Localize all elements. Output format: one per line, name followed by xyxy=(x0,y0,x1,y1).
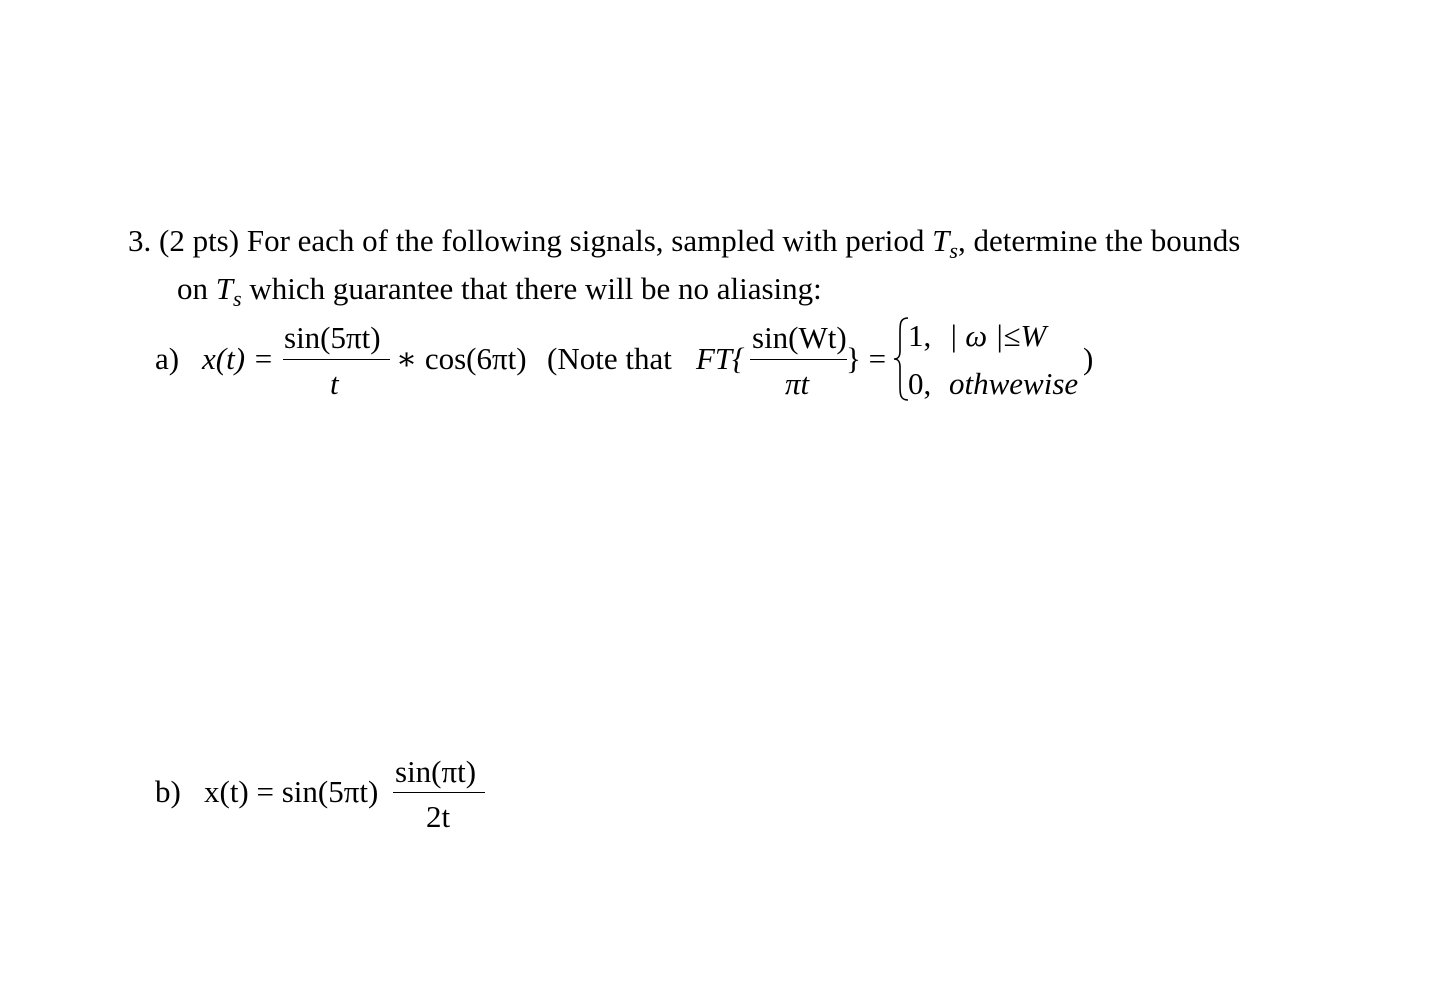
part-b-fraction-bar xyxy=(393,792,485,793)
part-a-ft-fraction-bar xyxy=(750,359,847,360)
problem-points: (2 pts) xyxy=(159,223,240,258)
part-a-frac-numerator: sin(5πt) xyxy=(284,320,381,355)
case-1-condition: | ω |≤W xyxy=(949,318,1047,353)
problem-number: 3. xyxy=(128,223,152,258)
problem-text-2: , determine the bounds xyxy=(957,223,1241,258)
part-b-frac-numerator: sin(πt) xyxy=(395,754,477,789)
part-a-frac-denominator: t xyxy=(330,366,339,401)
piecewise-case-1 xyxy=(908,320,1046,351)
part-a-note-open: (Note that xyxy=(547,341,672,376)
problem-line-2 xyxy=(177,271,822,311)
part-a-label: a) xyxy=(155,341,180,376)
part-a-ft-close: } = xyxy=(846,341,887,376)
case-2-condition: othwewise xyxy=(949,366,1079,401)
part-a-note-close: ) xyxy=(1083,341,1094,376)
part-a-ft: FT{ xyxy=(696,341,745,376)
symbol-t-2: T xyxy=(215,271,233,306)
part-a-ft-numerator: sin(Wt) xyxy=(752,320,847,355)
part-b-lhs: x(t) = sin(5πt) xyxy=(204,774,379,809)
symbol-t: T xyxy=(932,223,950,258)
piecewise-case-2 xyxy=(908,368,1078,399)
part-a-fraction-bar xyxy=(283,359,390,360)
symbol-s: s xyxy=(949,238,958,263)
problem-line-1 xyxy=(128,223,1241,263)
part-b-label: b) xyxy=(155,774,181,809)
problem-text-1: For each of the following signals, sampled with period xyxy=(246,223,925,258)
case-2-value: 0, xyxy=(908,366,932,401)
problem-text-3: on xyxy=(177,271,208,306)
symbol-s-2: s xyxy=(233,286,242,311)
part-b-frac-denominator: 2t xyxy=(426,799,451,834)
part-a-lhs: x(t) = xyxy=(202,341,274,376)
problem-text-4: which guarantee that there will be no aliasing: xyxy=(249,271,822,306)
part-a-ft-denominator: πt xyxy=(785,366,810,401)
case-1-value: 1, xyxy=(908,318,932,353)
part-a-convolution-term: ∗ cos(6πt) xyxy=(396,341,527,376)
